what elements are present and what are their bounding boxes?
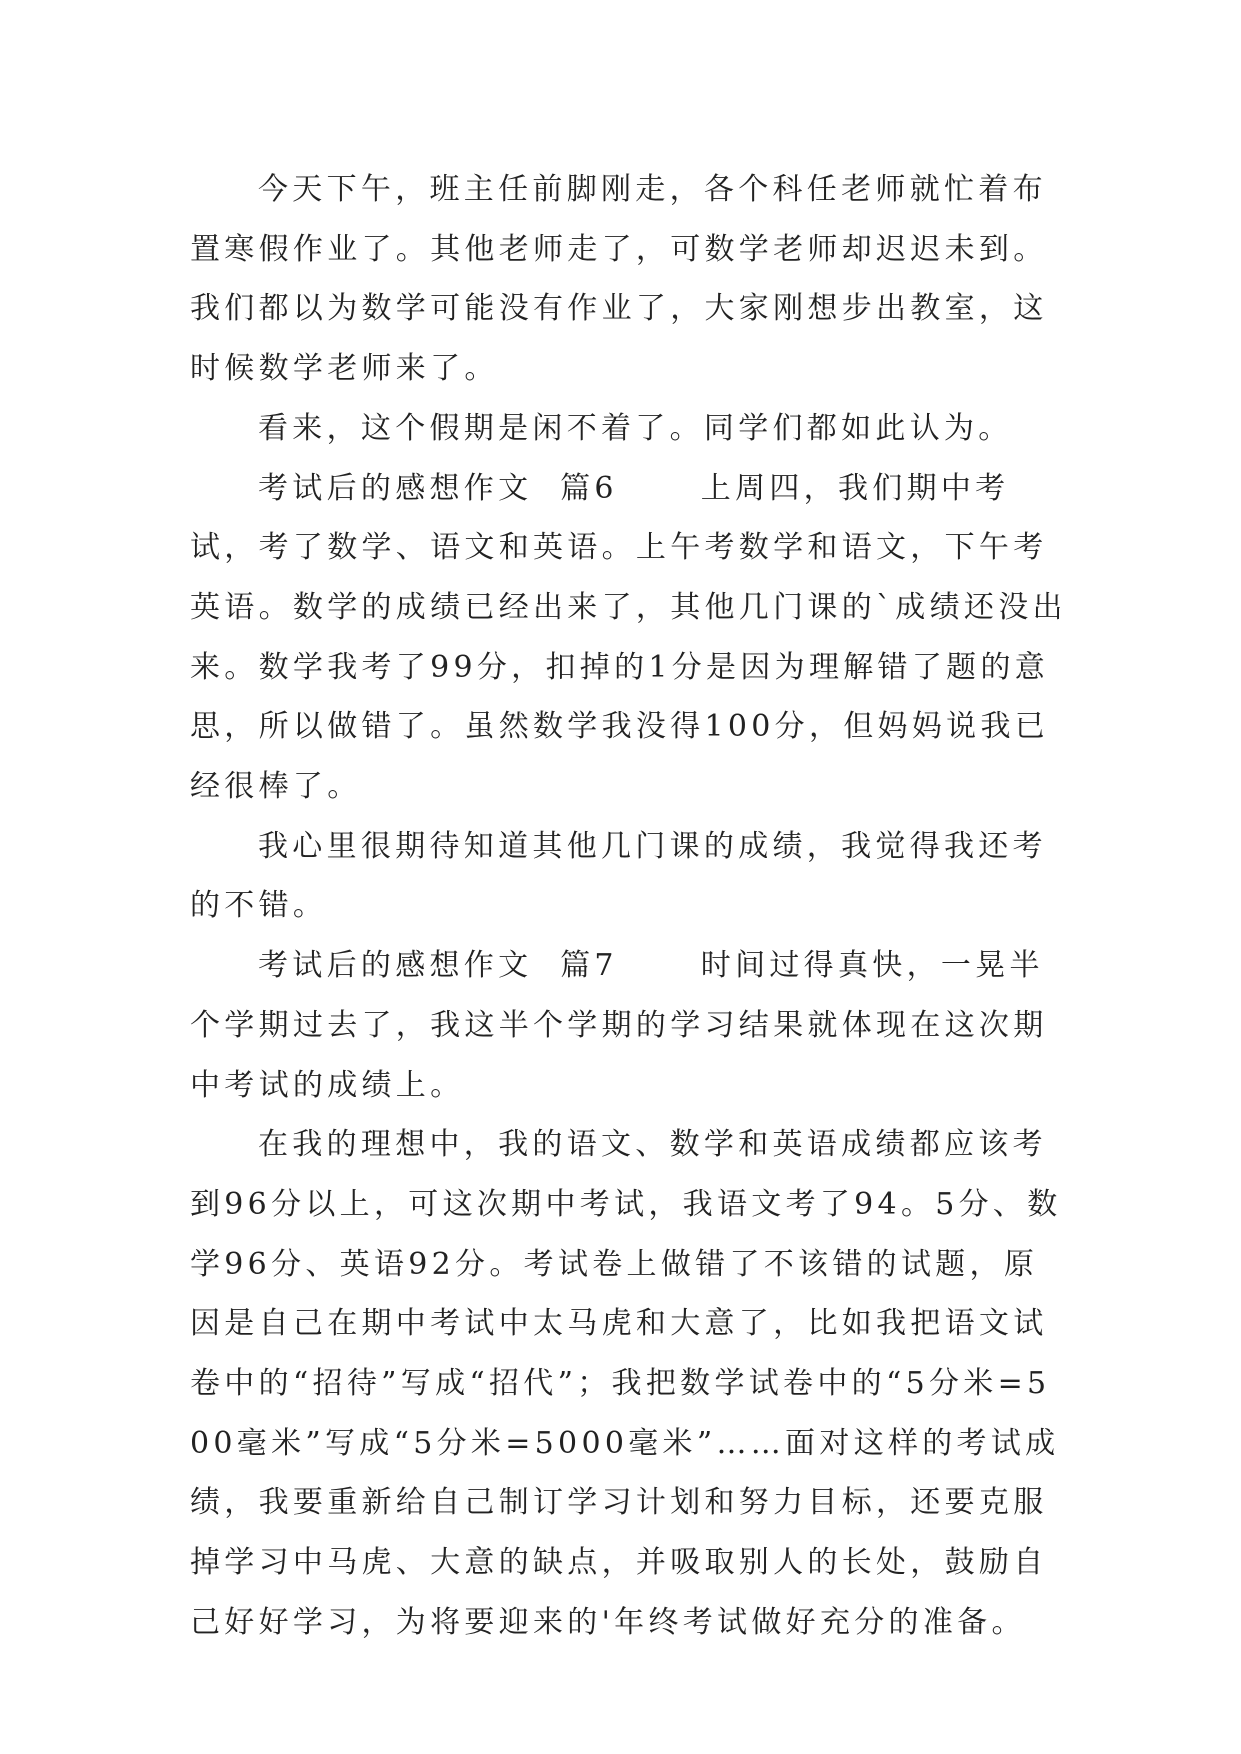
paragraph-2: 看来，这个假期是闲不着了。同学们都如此认为。: [258, 410, 1013, 446]
paragraph-1: 今天下午，班主任前脚刚走，各个科任老师就忙着布置寒假作业了。其他老师走了，可数学老师却迟迟未到。我们都以为数学可能没有作业了，大家刚想步出教室，这时候数学老师来了。: [190, 172, 1048, 387]
paragraph-6: 在我的理想中，我的语文、数学和英语成绩都应该考到96分以上，可这次期中考试，我语文考了94。5分、数学96分、英语92分。考试卷上做错了不该错的试题，原因是自己在期中考试中太马虎和大意了，比如我把语文试卷中的“招待”写成“招代”；我把数学试卷中的“5分米=500毫米”写成“5分米=5000毫米”……面对这样的考试成绩，我要重新给自己制订学习计划和努力目标，还要克服掉学习中马虎、大意的缺点，并吸取别人的长处，鼓励自己好好学习，为将要迎来的'年终考试做好充分的准备。: [190, 1127, 1062, 1640]
paragraph-3: 考试后的感想作文 篇6 上周四，我们期中考试，考了数学、语文和英语。上午考数学和语文，下午考英语。数学的成绩已经出来了，其他几门课的`成绩还没出来。数学我考了99分，扣掉的1分是因为理解错了题的意思，所以做错了。虽然数学我没得100分，但妈妈说我已经很棒了。: [190, 470, 1067, 805]
paragraph-5: 考试后的感想作文 篇7 时间过得真快，一晃半个学期过去了，我这半个学期的学习结果就体现在这次期中考试的成绩上。: [190, 948, 1048, 1103]
paragraph-4: 我心里很期待知道其他几门课的成绩，我觉得我还考的不错。: [190, 828, 1047, 924]
body-text: [190, 160, 1070, 1653]
